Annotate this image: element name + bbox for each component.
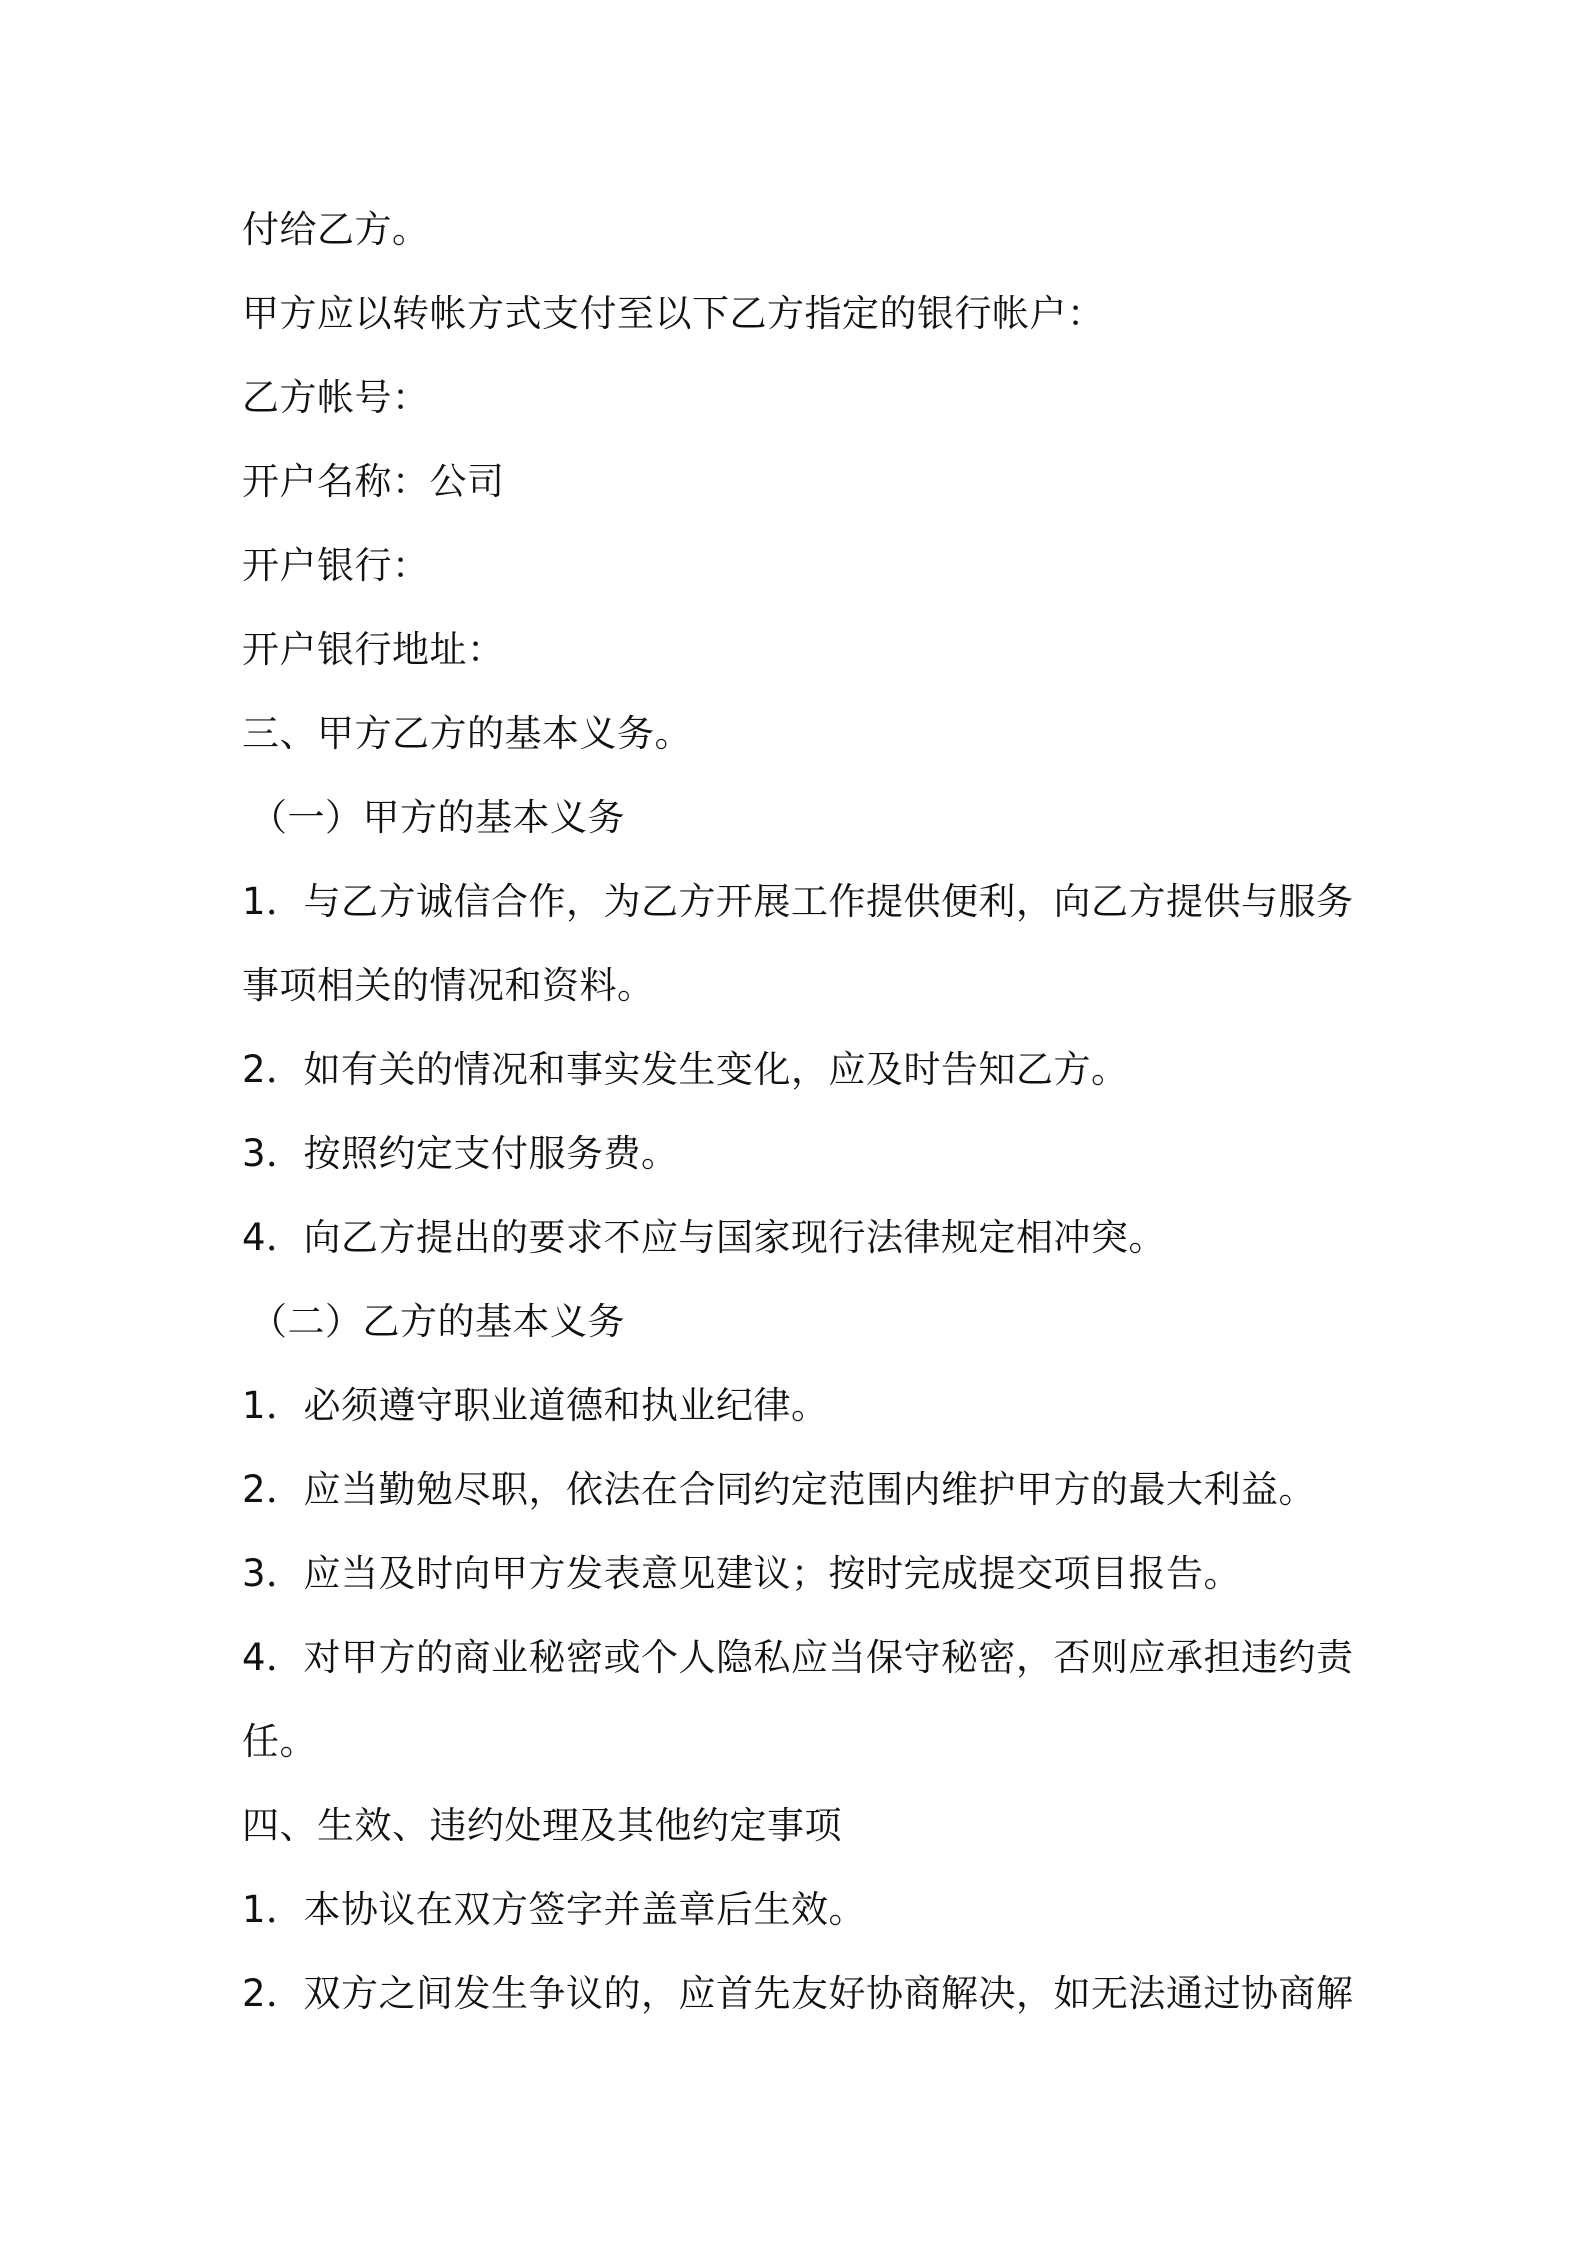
text-line: 2．应当勤勉尽职，依法在合同约定范围内维护甲方的最大利益。	[242, 1468, 1317, 1511]
text-line: 3．按照约定支付服务费。	[242, 1132, 679, 1175]
text-line: 4．向乙方提出的要求不应与国家现行法律规定相冲突。	[242, 1216, 1167, 1259]
text-line: 事项相关的情况和资料。	[242, 964, 655, 1007]
text-line: 2．如有关的情况和事实发生变化，应及时告知乙方。	[242, 1048, 1129, 1091]
text-line: 付给乙方。	[242, 208, 430, 251]
text-line: 乙方帐号：	[242, 376, 430, 419]
subsection-heading: （一）甲方的基本义务	[250, 796, 625, 839]
text-line: 任。	[242, 1720, 317, 1763]
text-line: 开户银行：	[242, 544, 430, 587]
text-line: 1．必须遵守职业道德和执业纪律。	[242, 1384, 829, 1427]
section-heading: 三、甲方乙方的基本义务。	[242, 712, 692, 755]
text-line: 甲方应以转帐方式支付至以下乙方指定的银行帐户：	[242, 292, 1105, 335]
text-line: 3．应当及时向甲方发表意见建议；按时完成提交项目报告。	[242, 1552, 1242, 1595]
text-line: 2．双方之间发生争议的，应首先友好协商解决，如无法通过协商解	[242, 1972, 1354, 2015]
text-line: 1．与乙方诚信合作，为乙方开展工作提供便利，向乙方提供与服务	[242, 880, 1354, 923]
subsection-heading: （二）乙方的基本义务	[250, 1300, 625, 1343]
text-line: 1．本协议在双方签字并盖章后生效。	[242, 1888, 867, 1931]
section-heading: 四、生效、违约处理及其他约定事项	[242, 1804, 842, 1847]
text-line: 4．对甲方的商业秘密或个人隐私应当保守秘密，否则应承担违约责	[242, 1636, 1354, 1679]
text-line: 开户名称：公司	[242, 460, 505, 503]
text-line: 开户银行地址：	[242, 628, 505, 671]
